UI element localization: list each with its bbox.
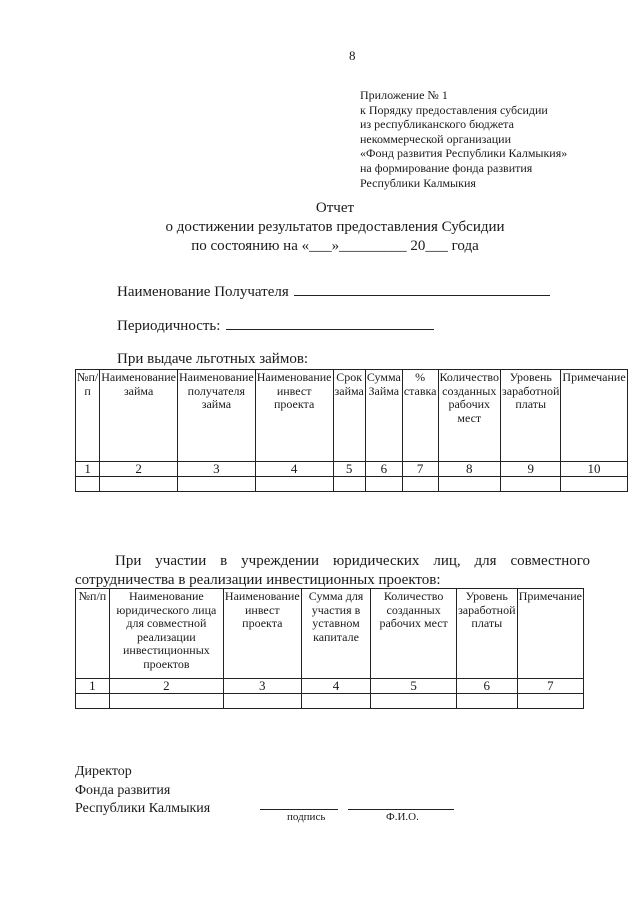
number-cell: 3 (223, 679, 301, 694)
signature-caption: подпись (287, 811, 326, 823)
title-line: о достижении результатов предоставления Субсидии (165, 219, 505, 235)
empty-cell[interactable] (333, 477, 365, 492)
empty-cell[interactable] (177, 477, 255, 492)
empty-cell[interactable] (438, 477, 500, 492)
empty-cell[interactable] (371, 694, 456, 709)
header-cell: Примечание (517, 589, 583, 679)
header-cell: Сумма для участия в уставном капитале (301, 589, 371, 679)
number-cell: 4 (301, 679, 371, 694)
table1-caption: При выдаче льготных займов: (117, 351, 309, 367)
empty-cell[interactable] (365, 477, 402, 492)
empty-cell[interactable] (301, 694, 371, 709)
recipient-label: Наименование Получателя (117, 284, 289, 300)
appendix-line: некоммерческой организации (360, 131, 512, 146)
number-cell: 2 (100, 462, 178, 477)
empty-cell[interactable] (402, 477, 438, 492)
number-cell: 1 (76, 462, 100, 477)
empty-cell[interactable] (76, 477, 100, 492)
header-cell: Уровень заработной платы (501, 370, 561, 462)
empty-cell[interactable] (501, 477, 561, 492)
header-cell: Количество созданных рабочих мест (438, 370, 500, 462)
table-empty-row (76, 694, 584, 709)
table-number-row (76, 679, 584, 694)
empty-cell[interactable] (109, 694, 223, 709)
empty-cell[interactable] (456, 694, 517, 709)
header-cell: % ставка (402, 370, 438, 462)
header-cell: Срок займа (333, 370, 365, 462)
number-cell: 8 (438, 462, 500, 477)
title-line: по состоянию на «___»_________ 20___ года (191, 238, 479, 254)
appendix-line: Приложение № 1 (360, 88, 448, 102)
name-line[interactable] (348, 808, 454, 810)
appendix-block (360, 88, 630, 190)
header-cell: Примечание (561, 370, 627, 462)
appendix-line: Республики Калмыкия (360, 175, 476, 190)
table-header-row (76, 370, 628, 462)
signer-block (75, 763, 210, 819)
number-cell: 5 (371, 679, 456, 694)
number-cell: 3 (177, 462, 255, 477)
number-cell: 6 (456, 679, 517, 694)
number-cell: 5 (333, 462, 365, 477)
number-cell: 7 (402, 462, 438, 477)
header-cell: Наименование инвест проекта (255, 370, 333, 462)
appendix-line: к Порядку предоставления субсидии (360, 102, 548, 117)
header-cell: Наименование инвест проекта (223, 589, 301, 679)
periodicity-field (117, 317, 434, 335)
table2-caption-line: При участии в учреждении юридических лиц, для совместного (115, 553, 590, 569)
appendix-line: из республиканского бюджета (360, 117, 514, 132)
number-cell: 7 (517, 679, 583, 694)
legal-entities-table (75, 588, 584, 709)
table2-caption (75, 552, 590, 590)
header-cell: Уровень заработной платы (456, 589, 517, 679)
signer-line: Директор (75, 764, 132, 779)
header-cell: Количество созданных рабочих мест (371, 589, 456, 679)
empty-cell[interactable] (100, 477, 178, 492)
title-line: Отчет (315, 200, 355, 216)
appendix-line: «Фонд развития Республики Калмыкия» (360, 146, 568, 161)
periodicity-input-line[interactable] (226, 317, 434, 330)
empty-cell[interactable] (76, 694, 110, 709)
recipient-input-line[interactable] (294, 283, 550, 296)
empty-cell[interactable] (517, 694, 583, 709)
table2-caption-line: сотрудничества в реализации инвестиционных проектов: (75, 572, 441, 588)
number-cell: 1 (76, 679, 110, 694)
number-cell: 4 (255, 462, 333, 477)
number-cell: 6 (365, 462, 402, 477)
header-cell: №п/п (76, 370, 100, 462)
loans-table (75, 369, 628, 492)
number-cell: 2 (109, 679, 223, 694)
name-caption: Ф.И.О. (386, 811, 419, 823)
periodicity-label: Периодичность: (117, 318, 221, 334)
header-cell: Наименование получателя займа (177, 370, 255, 462)
signer-line: Фонда развития (75, 782, 171, 798)
recipient-field (117, 283, 550, 301)
number-cell: 10 (561, 462, 627, 477)
header-cell: Сумма Займа (365, 370, 402, 462)
appendix-line: на формирование фонда развития (360, 160, 533, 175)
page-number: 8 (349, 48, 356, 63)
report-title (0, 199, 640, 256)
empty-cell[interactable] (561, 477, 627, 492)
table-number-row (76, 462, 628, 477)
table-header-row (76, 589, 584, 679)
number-cell: 9 (501, 462, 561, 477)
empty-cell[interactable] (223, 694, 301, 709)
header-cell: Наименование юридического лица для совместной реализации инвестиционных проектов (109, 589, 223, 679)
header-cell: Наименование займа (100, 370, 178, 462)
signature-line[interactable] (260, 808, 338, 810)
empty-cell[interactable] (255, 477, 333, 492)
table-empty-row (76, 477, 628, 492)
header-cell: №п/п (76, 589, 110, 679)
signer-line: Республики Калмыкия (75, 801, 211, 816)
